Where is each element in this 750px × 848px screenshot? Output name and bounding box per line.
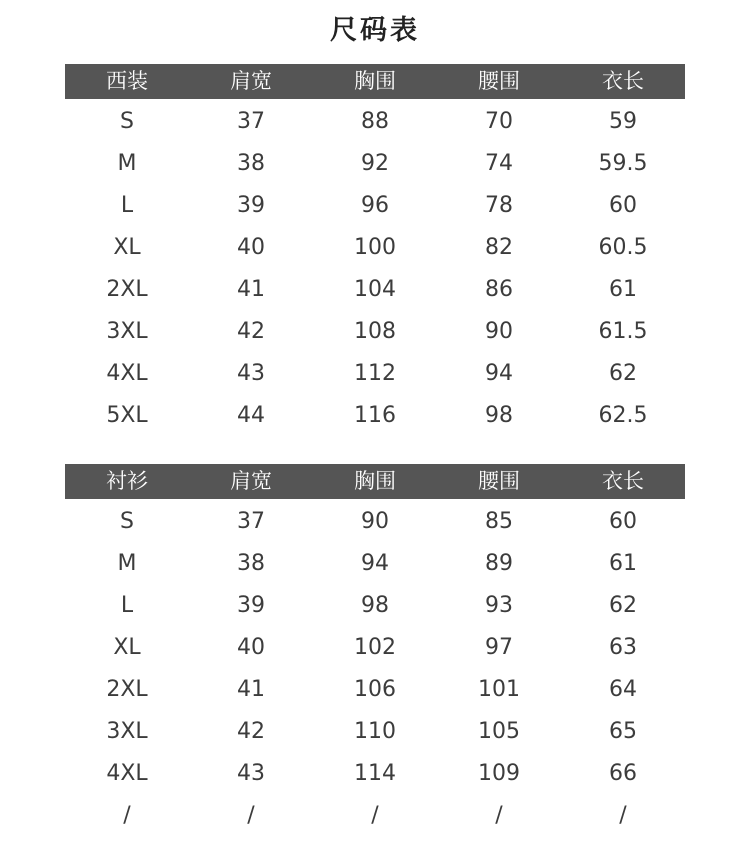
header-cell: 衣长 bbox=[602, 69, 644, 93]
table-cell: 65 bbox=[609, 719, 637, 744]
table-body bbox=[65, 101, 685, 437]
table-row bbox=[65, 101, 685, 143]
table-cell: M bbox=[117, 151, 137, 176]
table-cell: 92 bbox=[361, 151, 389, 176]
table-cell: 60.5 bbox=[598, 235, 648, 260]
table-row bbox=[65, 711, 685, 753]
shirt-size-table bbox=[65, 464, 685, 837]
table-cell: 37 bbox=[237, 509, 265, 534]
table-cell: 104 bbox=[354, 277, 396, 302]
table-cell: 62.5 bbox=[598, 403, 648, 428]
table-cell: 44 bbox=[237, 403, 265, 428]
table-cell: 116 bbox=[354, 403, 396, 428]
table-cell: 64 bbox=[609, 677, 637, 702]
table-row bbox=[65, 311, 685, 353]
table-cell: / bbox=[247, 803, 255, 828]
table-row bbox=[65, 353, 685, 395]
table-row bbox=[65, 269, 685, 311]
table-cell: 41 bbox=[237, 277, 265, 302]
header-cell: 衬衫 bbox=[106, 469, 148, 493]
header-cell: 腰围 bbox=[478, 69, 520, 93]
table-cell: 86 bbox=[485, 277, 513, 302]
header-cell: 腰围 bbox=[478, 469, 520, 493]
header-cell: 胸围 bbox=[354, 69, 396, 93]
table-cell: 62 bbox=[609, 361, 637, 386]
table-cell: 96 bbox=[361, 193, 389, 218]
table-cell: 70 bbox=[485, 109, 513, 134]
table-row bbox=[65, 753, 685, 795]
table-row bbox=[65, 501, 685, 543]
table-cell: M bbox=[117, 551, 137, 576]
table-header bbox=[65, 64, 685, 99]
table-cell: S bbox=[120, 509, 134, 534]
table-cell: 61 bbox=[609, 551, 637, 576]
table-cell: 114 bbox=[354, 761, 396, 786]
table-cell: 3XL bbox=[106, 719, 148, 744]
table-cell: 43 bbox=[237, 361, 265, 386]
table-cell: 90 bbox=[361, 509, 389, 534]
table-cell: 5XL bbox=[106, 403, 148, 428]
table-row bbox=[65, 395, 685, 437]
table-cell: 37 bbox=[237, 109, 265, 134]
table-cell: 43 bbox=[237, 761, 265, 786]
header-cell: 西装 bbox=[106, 69, 148, 93]
table-cell: / bbox=[123, 803, 131, 828]
table-cell: 2XL bbox=[106, 677, 148, 702]
table-cell: 40 bbox=[237, 635, 265, 660]
table-cell: 106 bbox=[354, 677, 396, 702]
table-cell: 38 bbox=[237, 151, 265, 176]
table-cell: 4XL bbox=[106, 761, 148, 786]
header-cell: 衣长 bbox=[602, 469, 644, 493]
table-cell: 102 bbox=[354, 635, 396, 660]
table-cell: 2XL bbox=[106, 277, 148, 302]
table-cell: 66 bbox=[609, 761, 637, 786]
header-cell: 肩宽 bbox=[230, 469, 272, 493]
table-cell: 59 bbox=[609, 109, 637, 134]
table-cell: 85 bbox=[485, 509, 513, 534]
table-cell: 42 bbox=[237, 319, 265, 344]
table-body bbox=[65, 501, 685, 837]
table-cell: 39 bbox=[237, 193, 265, 218]
table-row bbox=[65, 669, 685, 711]
table-cell: 94 bbox=[361, 551, 389, 576]
table-cell: 74 bbox=[485, 151, 513, 176]
table-cell: 97 bbox=[485, 635, 513, 660]
table-cell: 60 bbox=[609, 509, 637, 534]
table-cell: / bbox=[619, 803, 627, 828]
table-cell: 40 bbox=[237, 235, 265, 260]
table-cell: L bbox=[120, 593, 134, 618]
table-cell: 89 bbox=[485, 551, 513, 576]
table-cell: / bbox=[495, 803, 503, 828]
table-row bbox=[65, 185, 685, 227]
table-header bbox=[65, 464, 685, 499]
table-cell: 110 bbox=[354, 719, 396, 744]
table-cell: 98 bbox=[485, 403, 513, 428]
table-cell: 62 bbox=[609, 593, 637, 618]
table-cell: 108 bbox=[354, 319, 396, 344]
table-cell: 101 bbox=[478, 677, 520, 702]
table-row bbox=[65, 585, 685, 627]
table-cell: 42 bbox=[237, 719, 265, 744]
table-cell: 90 bbox=[485, 319, 513, 344]
table-row bbox=[65, 227, 685, 269]
header-cell: 肩宽 bbox=[230, 69, 272, 93]
table-cell: / bbox=[371, 803, 379, 828]
table-cell: 59.5 bbox=[598, 151, 648, 176]
table-cell: 112 bbox=[354, 361, 396, 386]
table-cell: 41 bbox=[237, 677, 265, 702]
table-cell: 94 bbox=[485, 361, 513, 386]
table-cell: 39 bbox=[237, 593, 265, 618]
table-row bbox=[65, 543, 685, 585]
table-cell: 60 bbox=[609, 193, 637, 218]
table-cell: 61 bbox=[609, 277, 637, 302]
table-cell: 98 bbox=[361, 593, 389, 618]
table-cell: XL bbox=[113, 235, 141, 260]
table-cell: 4XL bbox=[106, 361, 148, 386]
table-cell: 100 bbox=[354, 235, 396, 260]
table-cell: L bbox=[120, 193, 134, 218]
table-cell: 61.5 bbox=[598, 319, 648, 344]
table-cell: 63 bbox=[609, 635, 637, 660]
table-cell: S bbox=[120, 109, 134, 134]
table-row bbox=[65, 795, 685, 837]
header-cell: 胸围 bbox=[354, 469, 396, 493]
table-row bbox=[65, 627, 685, 669]
page-title: 尺码表 bbox=[330, 15, 420, 46]
table-cell: 88 bbox=[361, 109, 389, 134]
table-cell: 82 bbox=[485, 235, 513, 260]
table-cell: 109 bbox=[478, 761, 520, 786]
table-cell: 3XL bbox=[106, 319, 148, 344]
suit-size-table bbox=[65, 64, 685, 437]
table-cell: 78 bbox=[485, 193, 513, 218]
table-cell: 105 bbox=[478, 719, 520, 744]
table-cell: 38 bbox=[237, 551, 265, 576]
table-cell: XL bbox=[113, 635, 141, 660]
table-cell: 93 bbox=[485, 593, 513, 618]
table-row bbox=[65, 143, 685, 185]
